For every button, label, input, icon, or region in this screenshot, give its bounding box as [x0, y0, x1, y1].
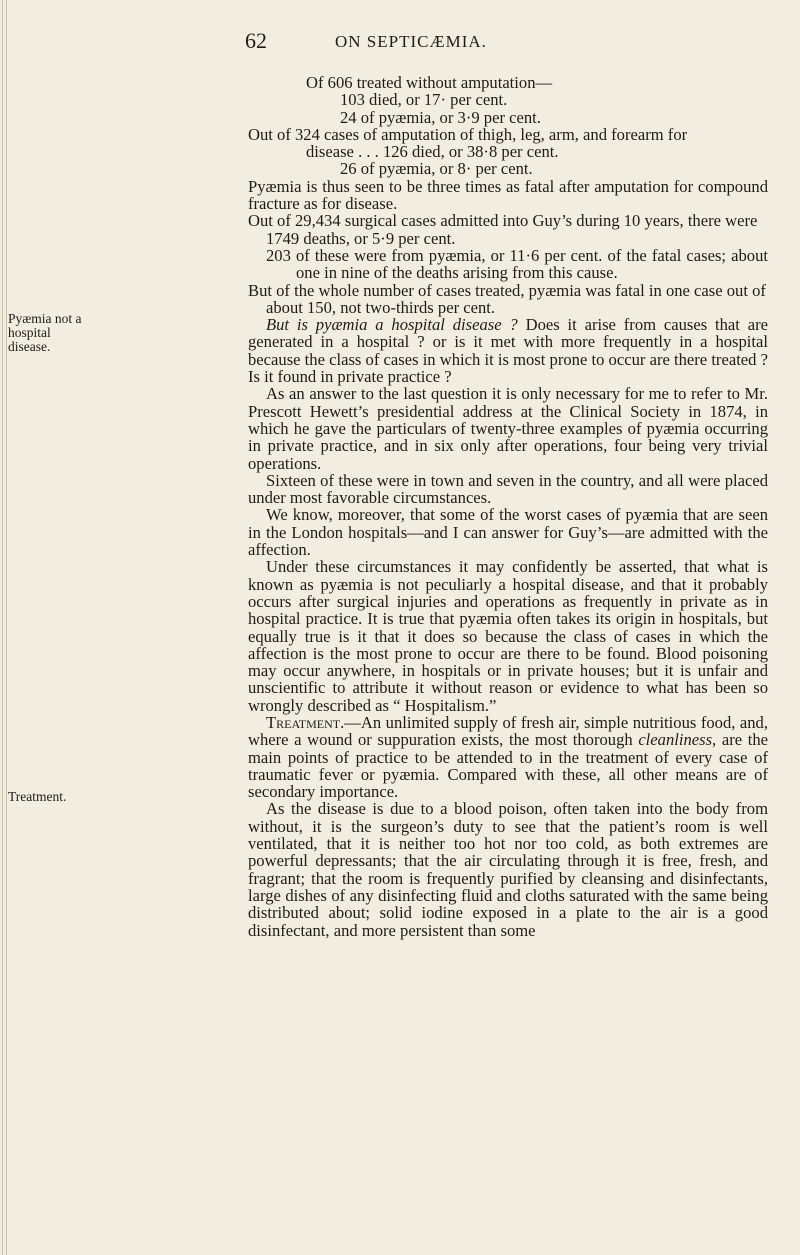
paragraph-text: —An unlimited supply of fresh air, simple nutritious food, and, where a wound or suppuration exists, the most thorough: [248, 712, 768, 750]
body-text: [248, 74, 768, 939]
paragraph-text: Does it arise from causes that are generated in a hospital ? or is it met with more frequently in a hospital because the class of cases in which it is most prone to occur are there treated ? Is it found in private practice ?: [248, 315, 769, 387]
paragraph-text: , are the main points of practice to be attended to in the treatment of every case of traumatic fever or pyæmia. Compared with these, all other means are of secondary importance.: [248, 730, 768, 802]
paragraph: As an answer to the last question it is only necessary for me to refer to Mr. Prescott Hewett’s presidential address at the Clinical Society in 1874, in which he gave the particulars of twenty-three examples of pyæmia occurring in private practice, and in six only after operations, four being very trivial operations.: [248, 384, 768, 473]
margin-note-treatment: Treatment.: [8, 789, 67, 804]
stat-line: Out of 324 cases of amputation of thigh, leg, arm, and forearm for: [248, 124, 688, 144]
gutter-line: [6, 0, 7, 1255]
italic-question: But is pyæmia a hospital disease ?: [266, 315, 518, 335]
stat-line: Of 606 treated without amputation—: [306, 73, 553, 92]
stat-line: 203 of these were from pyæmia, or 11·6 per cent. of the fatal cases; about one in nine of the deaths arising from this cause.: [266, 245, 768, 283]
treatment-heading: Treatment.: [266, 712, 345, 732]
paragraph: As the disease is due to a blood poison, often taken into the body from without, it is the surgeon’s duty to see that the patient’s room is well ventilated, that it is neither too hot nor too cold, as both extremes are powerful depressants; that the air circulating through it is free, fresh, and fragrant; that the room is frequently purified by cleansing and disinfectants, large dishes of any disinfecting fluid and cloths saturated with the same being distributed about; solid iodine exposed in a plate to the air is a good disinfectant, and more persistent than some: [248, 799, 768, 940]
running-title: ON SEPTICÆMIA.: [335, 32, 487, 51]
emphasis-cleanliness: cleanliness: [638, 730, 713, 750]
paragraph: Sixteen of these were in town and seven in the country, and all were placed under most favorable circumstances.: [248, 470, 768, 508]
stat-line: 26 of pyæmia, or 8· per cent.: [340, 159, 533, 179]
stat-line: disease . . . 126 died, or 38·8 per cent.: [306, 142, 559, 162]
page-number: 62: [245, 28, 267, 53]
stat-line: Pyæmia is thus seen to be three times as fatal after amputation for compound fracture as for disease.: [248, 176, 768, 214]
paragraph: [248, 714, 768, 800]
gutter-line: [2, 0, 3, 1255]
paragraph: [248, 316, 768, 385]
stat-line: Out of 29,434 surgical cases admitted into Guy’s during 10 years, there were 1749 deaths, or 5·9 per cent.: [248, 211, 758, 248]
stat-line: 24 of pyæmia, or 3·9 per cent.: [340, 107, 541, 127]
stat-line: But of the whole number of cases treated, pyæmia was fatal in one case out of about 150, not two-thirds per cent.: [248, 280, 766, 317]
paragraph: We know, moreover, that some of the worst cases of pyæmia that are seen in the London hospitals—and I can answer for Guy’s—are admitted with the affection.: [248, 505, 768, 560]
stat-line: 103 died, or 17· per cent.: [340, 90, 508, 110]
paragraph: Under these circumstances it may confidently be asserted, that what is known as pyæmia is not peculiarly a hospital disease, and that it probably occurs after surgical injuries and operations as frequently in private as in hospital practice. It is true that pyæmia often takes its origin in hospitals, but equally true is it that it does so because the class of cases in which the affection is the most prone to occur are there to be found. Blood poisoning may occur anywhere, in hospitals or in private houses; but it is unfair and unscientific to attribute it without reason or evidence to what has been so wrongly described as “ Hospitalism.”: [248, 557, 768, 715]
margin-note-pyaemia: Pyæmia not a hospital disease.: [8, 311, 82, 354]
